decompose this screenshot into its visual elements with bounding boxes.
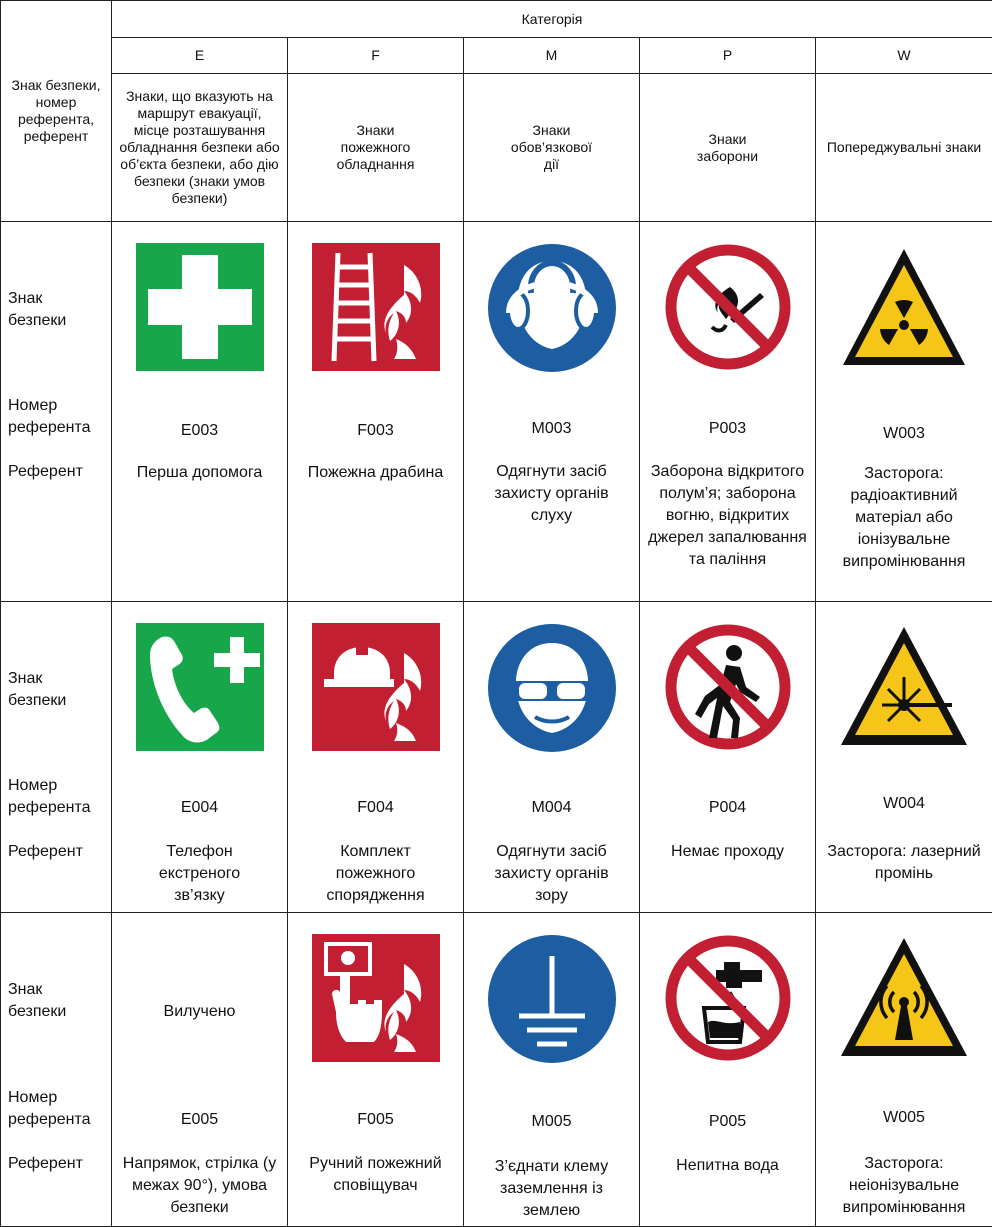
row-labels	[1, 913, 112, 1227]
sign-cell	[464, 602, 640, 913]
referent-text: Комплект пожежного спорядження	[314, 841, 437, 907]
column-desc-m	[464, 74, 640, 222]
sign-cell	[640, 602, 816, 913]
label-number: Номер референта	[8, 1087, 108, 1131]
table-row	[1, 913, 992, 1227]
referent-number: P005	[640, 1113, 815, 1131]
table-row	[1, 222, 992, 602]
column-code: E	[195, 47, 204, 63]
emergency-telephone-icon	[136, 623, 264, 751]
referent-text: Засторога: неіонізувальне випромінювання	[828, 1153, 980, 1219]
referent-number: M005	[464, 1113, 639, 1131]
column-desc-p	[640, 74, 816, 222]
table-row	[1, 602, 992, 913]
referent-number: W003	[816, 425, 992, 443]
referent-text: Напрямок, стрілка (у межах 90°), умова безпеки	[114, 1153, 285, 1219]
sign-cell	[288, 602, 464, 913]
sign-cell	[816, 913, 992, 1227]
column-description: Знаки обов’язкової дії	[464, 122, 639, 173]
sign-cell	[640, 913, 816, 1227]
category-header	[112, 1, 992, 38]
fire-ladder-icon	[312, 243, 440, 371]
referent-number: E004	[112, 799, 287, 817]
referent-text: З’єднати клему заземлення із землею	[494, 1156, 609, 1222]
non-ionizing-radiation-icon	[839, 934, 969, 1060]
referent-text: Ручний пожежний сповіщувач	[294, 1153, 457, 1197]
referent-number: W004	[816, 795, 992, 813]
eye-protection-icon	[487, 623, 617, 753]
column-description: Знаки пожежного обладнання	[288, 122, 463, 173]
referent-text: Одягнути засіб захисту органів слуху	[484, 461, 619, 527]
label-number: Номер референта	[8, 395, 108, 439]
label-sign: Знак безпеки	[8, 668, 78, 712]
sign-cell	[112, 222, 288, 602]
no-thoroughfare-icon	[664, 623, 792, 751]
referent-number: W005	[816, 1109, 992, 1127]
column-code: M	[546, 47, 558, 63]
sign-cell	[112, 913, 288, 1227]
sign-cell	[816, 602, 992, 913]
column-code-p	[640, 38, 816, 74]
referent-text: Немає проходу	[642, 841, 813, 863]
sign-cell	[640, 222, 816, 602]
sign-cell	[288, 913, 464, 1227]
label-referent: Референт	[8, 461, 83, 483]
referent-number: M004	[464, 799, 639, 817]
label-sign: Знак безпеки	[8, 288, 78, 332]
column-description: Попереджувальні знаки	[816, 139, 992, 156]
referent-text: Засторога: лазерний промінь	[818, 841, 990, 885]
withdrawn-label: Вилучено	[112, 1003, 287, 1021]
earth-terminal-icon	[487, 934, 617, 1064]
referent-text: Засторога: радіоактивний матеріал або іонізувальне випромінювання	[828, 463, 980, 573]
no-open-flame-icon	[664, 243, 792, 371]
column-code-f	[288, 38, 464, 74]
not-drinking-water-icon	[664, 934, 792, 1062]
referent-number: E003	[112, 422, 287, 440]
corner-header	[1, 1, 112, 222]
column-desc-w	[816, 74, 992, 222]
fire-alarm-call-point-icon	[312, 934, 440, 1062]
referent-text: Заборона відкритого полум’я; заборона вогню, відкритих джерел запалювання та паління	[642, 461, 813, 571]
referent-text: Пожежна драбина	[290, 462, 461, 484]
label-sign: Знак безпеки	[8, 979, 78, 1023]
corner-header-text: Знак безпеки, номер референта, референт	[1, 77, 111, 145]
column-code: W	[897, 47, 910, 63]
referent-number: F003	[288, 422, 463, 440]
row-labels	[1, 602, 112, 913]
label-number: Номер референта	[8, 775, 108, 819]
first-aid-icon	[136, 243, 264, 371]
sign-cell	[464, 222, 640, 602]
firefighting-equipment-icon	[312, 623, 440, 751]
column-description: Знаки, що вказують на маршрут евакуації, місце розташування обладнання безпеки або об’єкта безпеки, або дію безпеки (знаки умов безпеки)	[112, 88, 287, 207]
label-referent: Референт	[8, 841, 83, 863]
sign-cell	[464, 913, 640, 1227]
column-code: F	[371, 47, 380, 63]
referent-text: Телефон екстреного зв’язку	[142, 841, 257, 907]
column-code: P	[723, 47, 732, 63]
referent-text: Непитна вода	[642, 1155, 813, 1177]
radioactive-warning-icon	[839, 243, 969, 373]
column-code-e	[112, 38, 288, 74]
column-code-w	[816, 38, 992, 74]
column-desc-f	[288, 74, 464, 222]
referent-number: P003	[640, 420, 815, 438]
referent-number: F004	[288, 799, 463, 817]
row-labels	[1, 222, 112, 602]
referent-number: P004	[640, 799, 815, 817]
column-code-m	[464, 38, 640, 74]
column-desc-e	[112, 74, 288, 222]
ear-protection-icon	[487, 243, 617, 373]
referent-text: Одягнути засіб захисту органів зору	[484, 841, 619, 907]
sign-cell	[288, 222, 464, 602]
column-description: Знаки заборони	[640, 131, 815, 165]
referent-number: M003	[464, 420, 639, 438]
sign-cell	[112, 602, 288, 913]
laser-warning-icon	[839, 623, 969, 749]
referent-number: F005	[288, 1111, 463, 1129]
referent-text: Перша допомога	[114, 462, 285, 484]
category-label: Категорія	[522, 11, 583, 27]
referent-number: E005	[112, 1111, 287, 1129]
sign-cell	[816, 222, 992, 602]
label-referent: Референт	[8, 1153, 83, 1175]
